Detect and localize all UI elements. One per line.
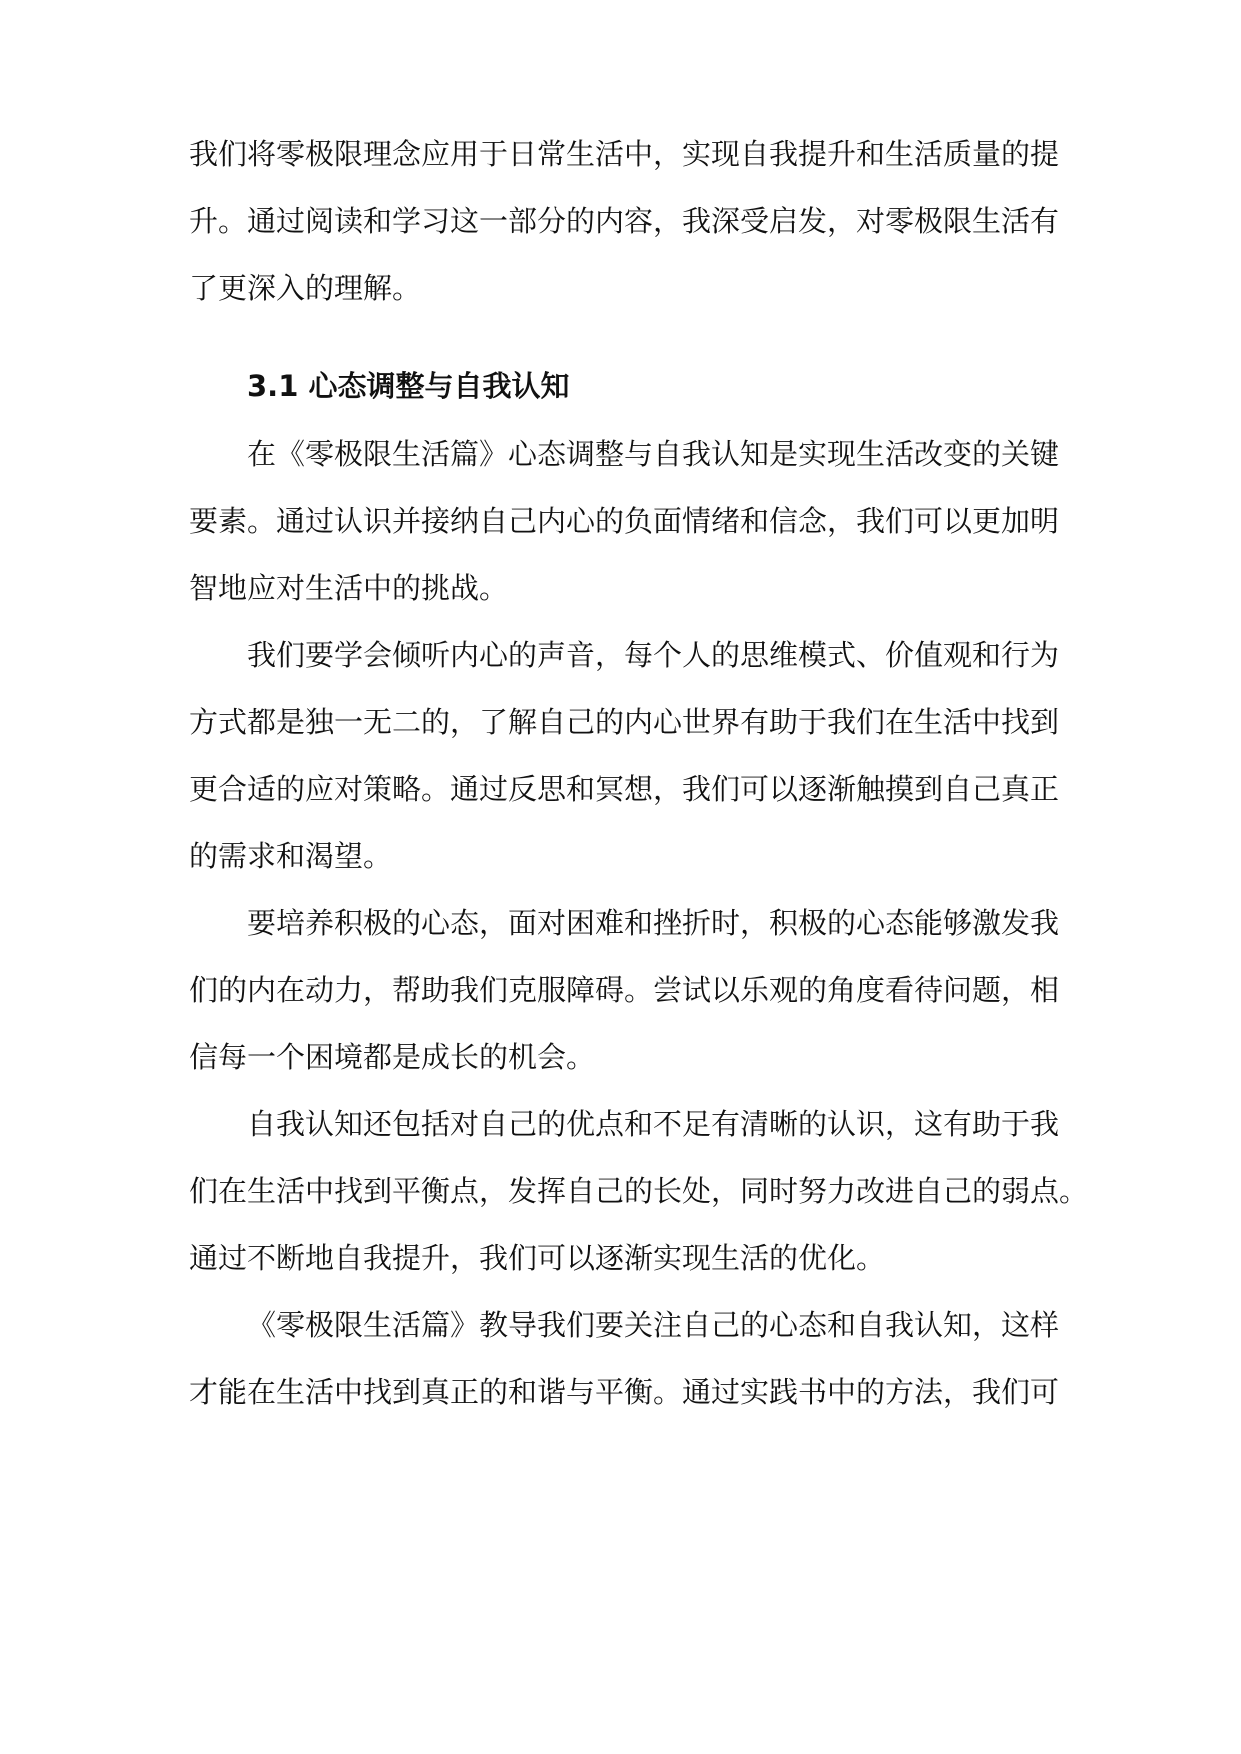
section-heading: 3.1 心态调整与自我认知 [247,369,570,403]
text-line: 我们将零极限理念应用于日常生活中，实现自我提升和生活质量的提 [189,137,1060,171]
text-line: 升。通过阅读和学习这一部分的内容，我深受启发，对零极限生活有 [189,204,1060,238]
text-line: 智地应对生活中的挑战。 [189,571,509,605]
text-line: 《零极限生活篇》教导我们要关注自己的心态和自我认知，这样 [247,1308,1060,1342]
text-line: 通过不断地自我提升，我们可以逐渐实现生活的优化。 [189,1241,886,1275]
text-line: 自我认知还包括对自己的优点和不足有清晰的认识，这有助于我 [247,1107,1060,1141]
text-line: 的需求和渴望。 [189,839,393,873]
text-line: 方式都是独一无二的，了解自己的内心世界有助于我们在生活中找到 [189,705,1060,739]
text-line: 要培养积极的心态，面对困难和挫折时，积极的心态能够激发我 [247,906,1060,940]
text-line: 在《零极限生活篇》心态调整与自我认知是实现生活改变的关键 [247,437,1060,471]
text-line: 我们要学会倾听内心的声音，每个人的思维模式、价值观和行为 [247,638,1060,672]
text-line: 们在生活中找到平衡点，发挥自己的长处，同时努力改进自己的弱点。 [189,1174,1089,1208]
text-line: 要素。通过认识并接纳自己内心的负面情绪和信念，我们可以更加明 [189,504,1060,538]
text-line: 更合适的应对策略。通过反思和冥想，我们可以逐渐触摸到自己真正 [189,772,1060,806]
text-line: 信每一个困境都是成长的机会。 [189,1040,596,1074]
text-line: 了更深入的理解。 [189,271,422,305]
text-line: 才能在生活中找到真正的和谐与平衡。通过实践书中的方法，我们可 [189,1375,1060,1409]
text-line: 们的内在动力，帮助我们克服障碍。尝试以乐观的角度看待问题，相 [189,973,1060,1007]
